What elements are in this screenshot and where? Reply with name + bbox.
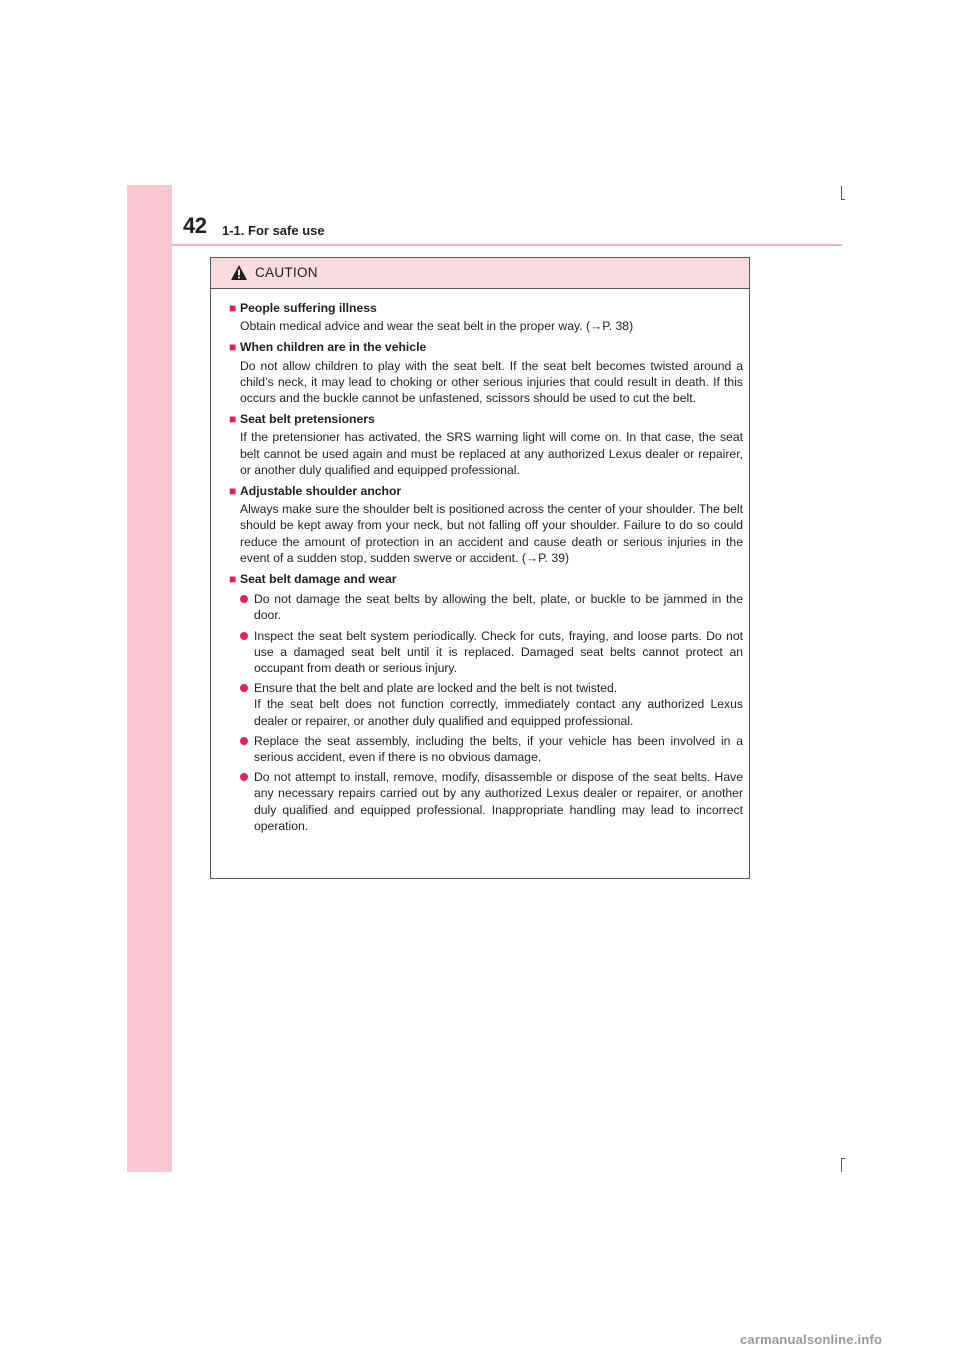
caution-section [229,483,743,566]
square-bullet-icon: ■ [229,412,237,427]
circle-bullet-icon [240,632,248,640]
list-item [240,733,743,765]
square-bullet-icon: ■ [229,301,237,315]
square-bullet-icon: ■ [229,572,237,587]
list-item [240,591,743,623]
crop-mark-bottom-tick [841,1158,845,1159]
section-heading: People suffering illness [240,301,377,315]
circle-bullet-icon [240,595,248,603]
watermark: carmanualsonline.info [740,1332,883,1347]
page-number: 42 [183,213,207,238]
list-item [240,628,743,677]
chapter-sidebar-tab [127,185,172,1172]
bullet-text: Inspect the seat belt system periodically. Check for cuts, fraying, and loose parts. Do not use a damaged seat belt until it is replaced. Damaged seat belts cannot protect an occupant from death or serious injury. [254,628,743,676]
caution-body [211,289,749,878]
bullet-text-continued: If the seat belt does not function correctly, immediately contact any authorized Lexus dealer or repairer, or another duly qualified and equipped professional. [254,697,743,728]
bullet-text: Ensure that the belt and plate are locked and the belt is not twisted. [254,681,618,696]
bullet-text: Do not damage the seat belts by allowing the belt, plate, or buckle to be jammed in the door. [254,592,743,623]
caution-section [229,411,743,478]
crop-mark-top [841,186,842,200]
square-bullet-icon: ■ [229,484,237,499]
caution-section [229,300,743,334]
section-heading: Adjustable shoulder anchor [240,484,402,499]
section-title: 1-1. For safe use [222,223,325,238]
caution-header [211,258,749,289]
bullet-text: Do not attempt to install, remove, modify, disassemble or dispose of the seat belts. Have any necessary repairs carried out by any authorized Lexus dealer or repairer, or another duly qualified and equipped professional. Inappropriate handling may lead to incorrect operation. [254,770,743,833]
section-heading: When children are in the vehicle [240,340,427,355]
section-text: If the pretensioner has activated, the SRS warning light will come on. In that case, the seat belt cannot be used again and must be replaced at any authorized Lexus dealer or repairer, or another duly qualified and equipped professional. [240,430,743,477]
circle-bullet-icon [240,737,248,745]
circle-bullet-icon [240,684,248,692]
caution-section [229,571,743,834]
crop-mark-top-tick [841,199,845,200]
section-heading: Seat belt pretensioners [240,412,375,427]
list-item [240,769,743,834]
section-text: Always make sure the shoulder belt is positioned across the center of your shoulder. The belt should be kept away from your neck, but not falling off your shoulder. Failure to do so could reduce the amount of protection in an accident and cause death or serious injuries in the event of a sudden stop, sudden swerve or accident. (→P. 39) [240,502,743,565]
caution-title: CAUTION [255,265,318,280]
square-bullet-icon: ■ [229,340,237,355]
list-item [240,680,743,729]
section-text: Do not allow children to play with the seat belt. If the seat belt becomes twisted around a child’s neck, it may lead to choking or other serious injuries that could result in death. If this occurs and the buckle cannot be unfastened, scissors should be used to cut the belt. [240,358,743,406]
section-text: Obtain medical advice and wear the seat belt in the proper way. (→P. 38) [240,319,634,334]
circle-bullet-icon [240,773,248,781]
header-divider [172,244,842,246]
warning-triangle-icon [230,264,248,281]
caution-section [229,339,743,406]
crop-mark-bottom [841,1158,842,1172]
section-heading: Seat belt damage and wear [240,572,397,587]
bullet-text: Replace the seat assembly, including the belts, if your vehicle has been involved in a serious accident, even if there is no obvious damage. [254,733,743,765]
caution-box [210,257,750,879]
